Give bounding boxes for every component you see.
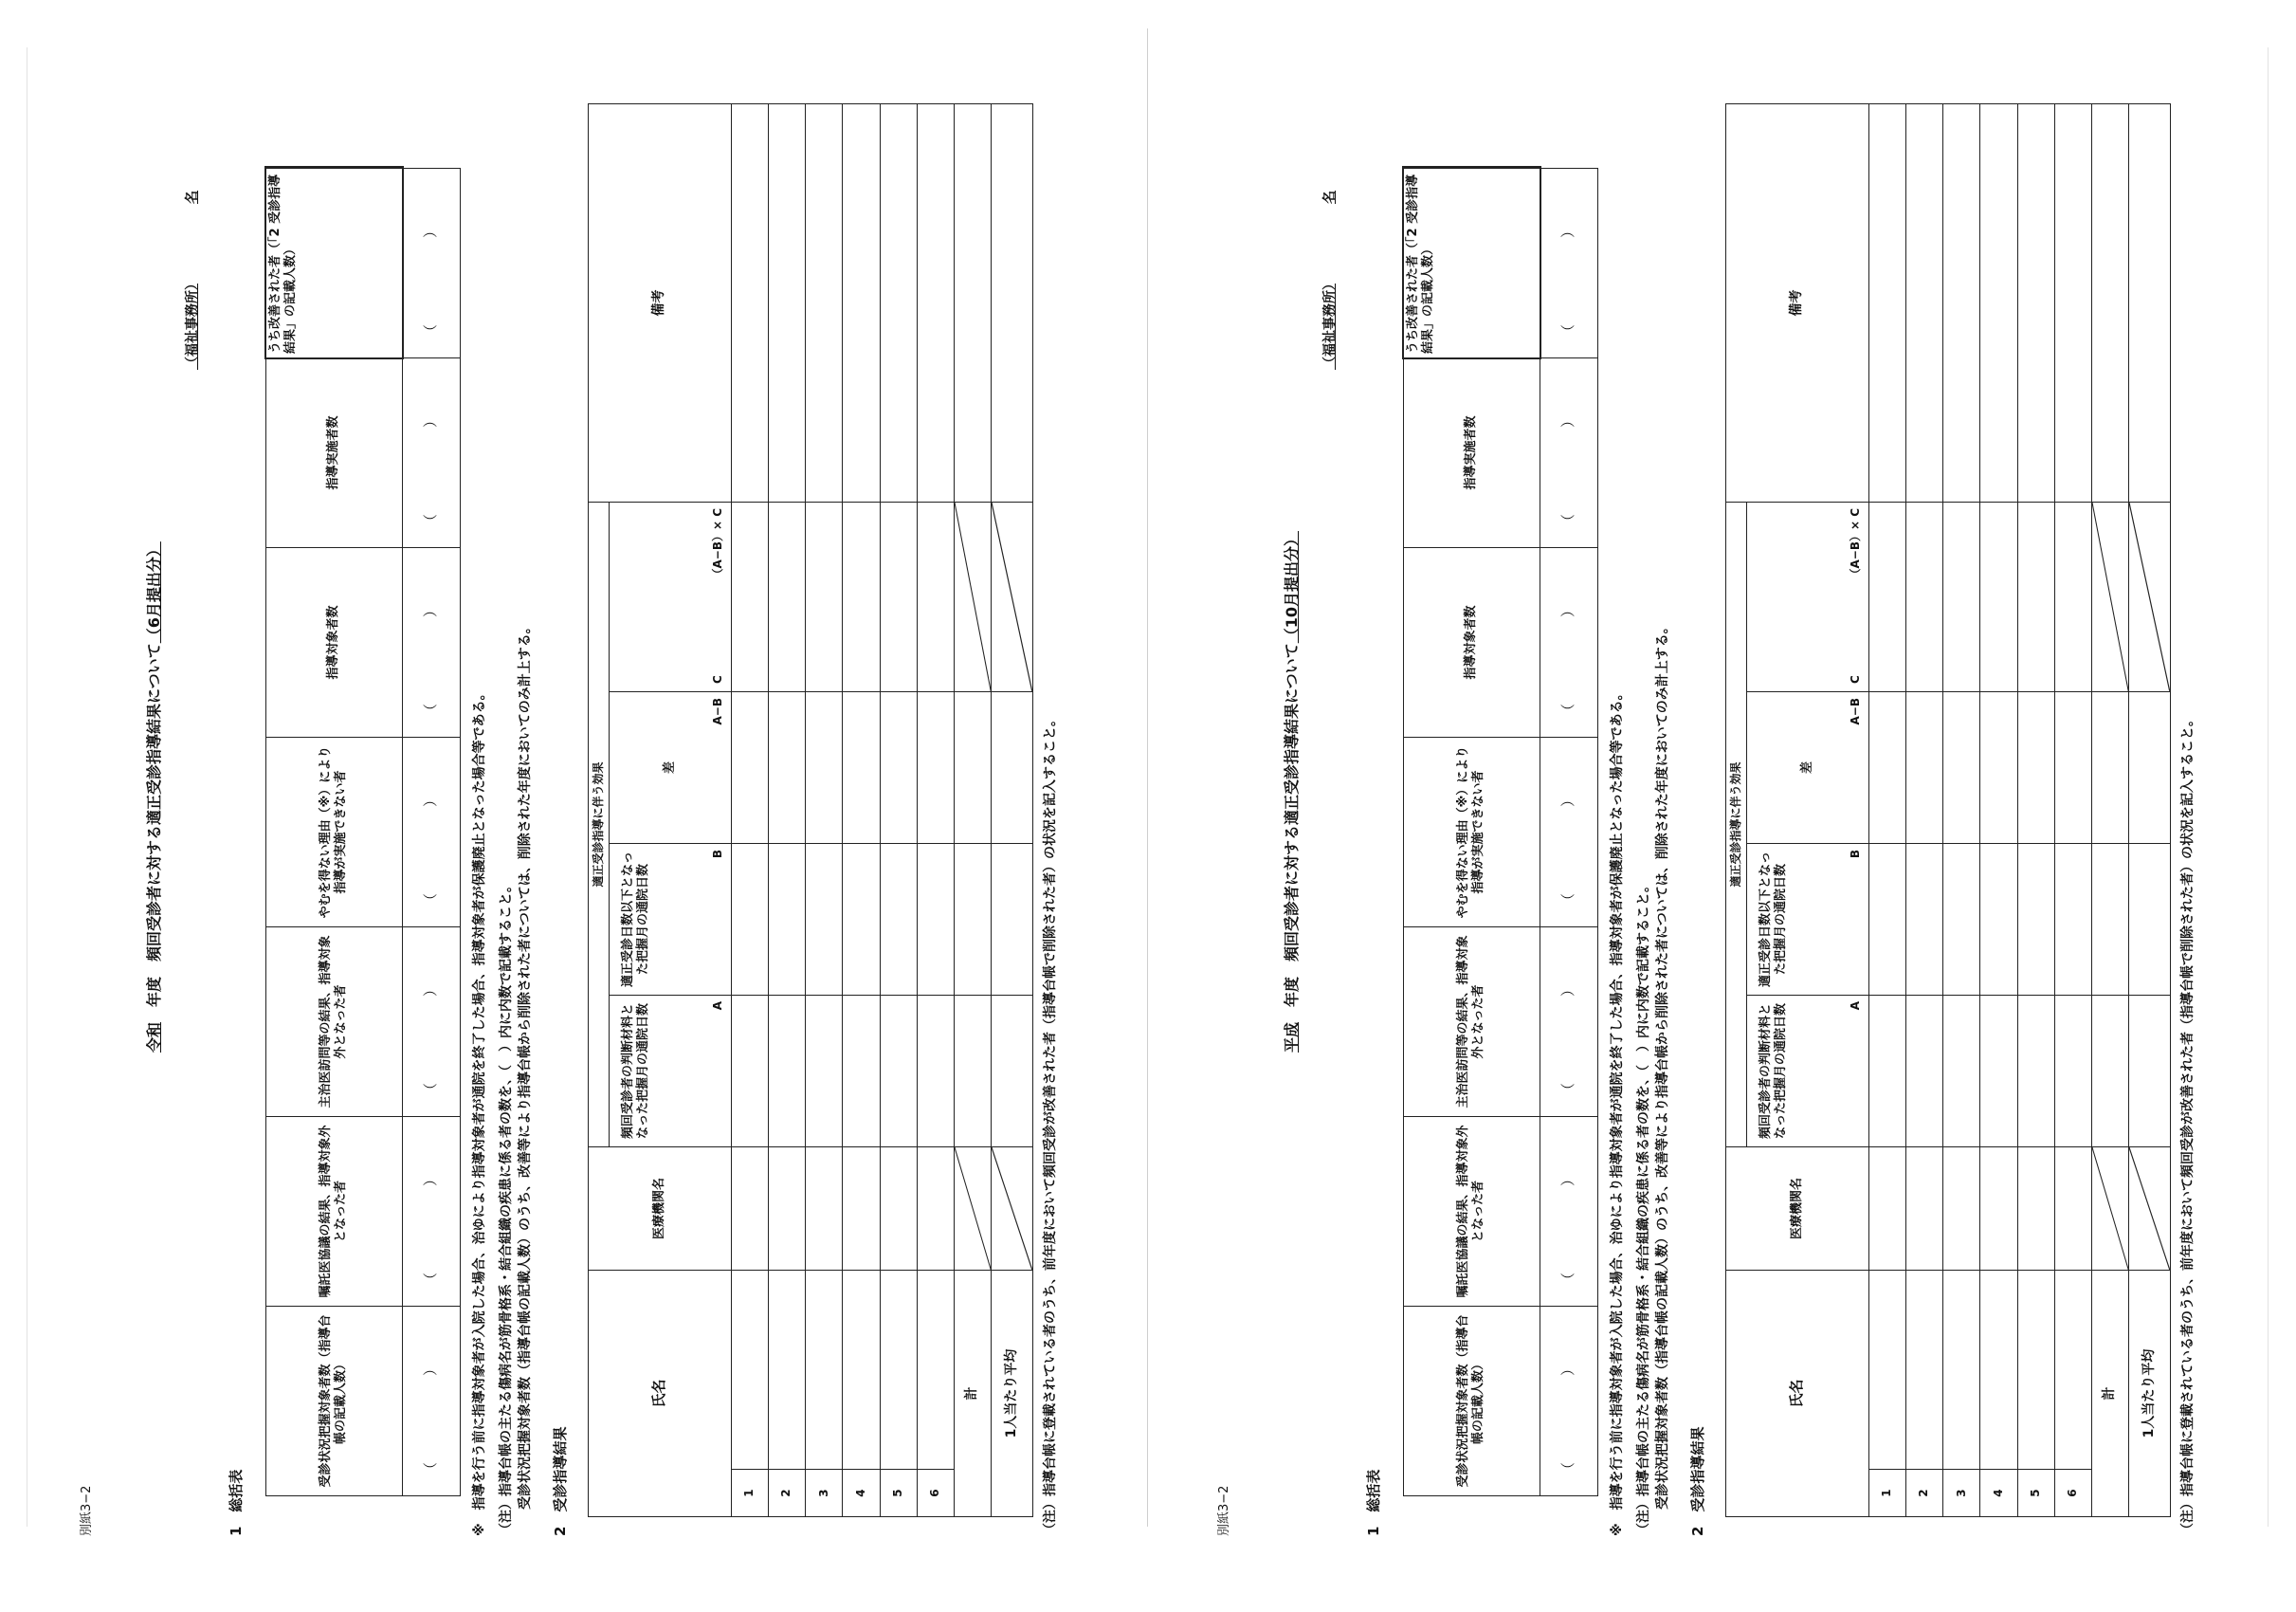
summary-notes [1608,620,1672,1536]
summary-header-5: 指導対象者数 [1404,548,1540,738]
rotated-form [38,66,1081,1546]
section-1-title: 1 総括表 [1365,1469,1382,1536]
form-title: 平成 年度 頻回受診者に対する適正受診指導結果について（10月提出分） [1283,531,1301,1053]
header-col-diff: 差 A−B [1746,691,1868,843]
header-col-b: 適正受診日数以下となった把握月の通院日数 B [1746,843,1868,995]
diag-cell [992,1146,1033,1270]
table-row: 3 [806,103,843,1516]
section-1-title: 1 総括表 [228,1469,245,1536]
total-row [2092,103,2129,1516]
header-effect-group: 適正受診指導に伴う効果 [589,502,610,1146]
note-2: （注）指導台帳に登載されている者のうち、前年度において頻回受診が改善された者（指導台帳で削除された者）の状況を記入すること。 [1043,713,1058,1536]
summary-value-2[interactable]: （ ） [1540,1117,1598,1307]
table-row: 1 [1868,103,1905,1516]
summary-value-4[interactable]: （ ） [1540,738,1598,927]
unit-label: 名 [1322,191,1338,204]
result-notes [2178,713,2197,1536]
header-col-c: C （A−B）× C [1746,502,1868,691]
office-label: （福祉事務所） [185,284,200,370]
era-label: 令和 [145,1021,163,1053]
unit-label: 名 [185,191,200,204]
table-row: 6 [2054,103,2091,1516]
header-remarks: 備考 [1726,103,1869,502]
note-1b: 受診状況把握対象者数（指導台帳の記載人数）のうち、改善等により指導台帳から削除された者については、削除された年度においてのみ計上する。 [518,620,533,1510]
summary-notes [470,620,535,1536]
note-1a: （注）指導台帳の主たる傷病名が筋骨格系・結合組織の疾患に係る者の数を、（ ）内に内数で記載すること。 [499,879,514,1536]
section-2-title: 2 受診指導結果 [552,1426,569,1536]
summary-header-6: 指導実施者数 [1404,358,1540,548]
diag-cell [992,502,1033,691]
summary-header-3: 主治医訪問等の結果、指導対象外となった者 [1404,927,1540,1117]
form-page-1 [19,0,1138,1612]
summary-value-1[interactable]: （ ） [1540,1307,1598,1496]
result-table [588,103,1033,1517]
header-name: 氏名 [589,1270,732,1516]
table-row: 6 [917,103,954,1516]
total-row [955,103,992,1516]
summary-table [1403,168,1598,1496]
summary-header-4: やむを得ない理由（※）により指導が実施できない者 [1404,738,1540,927]
table-row: 1 [731,103,768,1516]
diag-cell [2092,502,2129,691]
header-name: 氏名 [1726,1270,1869,1516]
header-facility: 医療機関名 [1726,1146,1869,1270]
result-notes [1041,713,1060,1536]
office-line [1320,191,1339,370]
total-label: 計 [2092,1270,2129,1516]
summary-header-6: 指導実施者数 [266,358,403,548]
period-label: （6月提出分） [145,541,163,644]
header-effect-group: 適正受診指導に伴う効果 [1726,502,1747,1146]
table-row: 4 [1980,103,2017,1516]
attachment-label: 別紙3−2 [1217,1485,1231,1536]
note-1b: 受診状況把握対象者数（指導台帳の記載人数）のうち、改善等により指導台帳から削除された者については、削除された年度においてのみ計上する。 [1655,620,1670,1510]
table-row: 2 [1905,103,1942,1516]
table-row: 5 [2017,103,2054,1516]
header-remarks: 備考 [589,103,732,502]
office-line [182,191,201,370]
diag-cell [2129,502,2171,691]
average-row [2129,103,2171,1516]
summary-value-7[interactable]: （ ） [1540,169,1598,358]
note-star: ※ 指導を行う前に指導対象者が入院した場合、治ゆにより指導対象者が通院を終了した場合、指導対象者が保護廃止となった場合等である。 [1610,687,1625,1536]
diag-cell [955,1146,992,1270]
diag-cell [2129,1146,2171,1270]
average-row [992,103,1033,1516]
summary-value-2[interactable]: （ ） [402,1117,461,1307]
header-col-a: 頻回受診者の判断材料となった把握月の通院日数 A [1746,995,1868,1146]
header-facility: 医療機関名 [589,1146,732,1270]
summary-value-4[interactable]: （ ） [402,738,461,927]
summary-value-5[interactable]: （ ） [1540,548,1598,738]
summary-header-3: 主治医訪問等の結果、指導対象外となった者 [266,927,403,1117]
table-row: 4 [843,103,880,1516]
header-col-c: C （A−B）× C [609,502,731,691]
attachment-label: 別紙3−2 [80,1485,94,1536]
era-label: 平成 [1283,1021,1301,1053]
summary-table [265,168,461,1496]
table-row: 5 [880,103,917,1516]
header-col-a: 頻回受診者の判断材料となった把握月の通院日数 A [609,995,731,1146]
total-label: 計 [955,1270,992,1516]
form-title: 令和 年度 頻回受診者に対する適正受診指導結果について（6月提出分） [145,541,163,1053]
office-label: （福祉事務所） [1322,284,1338,370]
summary-header-2: 嘱託医協議の結果、指導対象外となった者 [266,1117,403,1307]
summary-header-7: うち改善された者（「2 受診指導結果」の記載人数） [266,169,403,358]
summary-header-1: 受診状況把握対象者数（指導台帳の記載人数） [266,1307,403,1496]
average-label: 1人当たり平均 [992,1270,1033,1516]
result-table [1725,103,2171,1517]
summary-value-6[interactable]: （ ） [402,358,461,548]
summary-value-6[interactable]: （ ） [1540,358,1598,548]
summary-header-5: 指導対象者数 [266,548,403,738]
summary-header-4: やむを得ない理由（※）により指導が実施できない者 [266,738,403,927]
note-star: ※ 指導を行う前に指導対象者が入院した場合、治ゆにより指導対象者が通院を終了した場合、指導対象者が保護廃止となった場合等である。 [472,687,487,1536]
summary-value-3[interactable]: （ ） [1540,927,1598,1117]
header-col-b: 適正受診日数以下となった把握月の通院日数 B [609,843,731,995]
table-row: 3 [1943,103,1980,1516]
note-2: （注）指導台帳に登載されている者のうち、前年度において頻回受診が改善された者（指導台帳で削除された者）の状況を記入すること。 [2180,713,2196,1536]
summary-value-3[interactable]: （ ） [402,927,461,1117]
average-label: 1人当たり平均 [2129,1270,2171,1516]
summary-header-2: 嘱託医協議の結果、指導対象外となった者 [1404,1117,1540,1307]
table-row: 2 [768,103,805,1516]
rotated-form [1175,66,2218,1546]
form-page-2 [1157,0,2275,1612]
summary-header-7: うち改善された者（「2 受診指導結果」の記載人数） [1404,169,1540,358]
header-col-diff: 差 A−B [609,691,731,843]
summary-value-7[interactable]: （ ） [402,169,461,358]
summary-value-5[interactable]: （ ） [402,548,461,738]
diag-cell [955,502,992,691]
summary-header-1: 受診状況把握対象者数（指導台帳の記載人数） [1404,1307,1540,1496]
page-divider [1147,28,1148,1527]
diag-cell [2092,1146,2129,1270]
summary-value-1[interactable]: （ ） [402,1307,461,1496]
period-label: （10月提出分） [1283,531,1301,644]
note-1a: （注）指導台帳の主たる傷病名が筋骨格系・結合組織の疾患に係る者の数を、（ ）内に内数で記載すること。 [1636,879,1651,1536]
section-2-title: 2 受診指導結果 [1689,1426,1706,1536]
